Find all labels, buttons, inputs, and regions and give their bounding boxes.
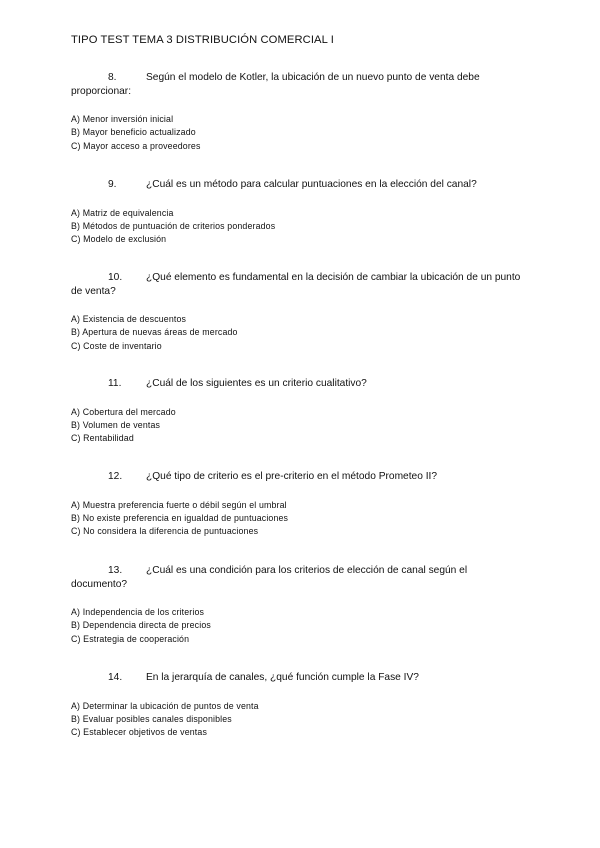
question-13 bbox=[71, 564, 521, 646]
question-text: ¿Cuál es una condición para los criterios de elección de canal según el documento? bbox=[71, 565, 468, 590]
option-a: A) Muestra preferencia fuerte o débil según el umbral bbox=[71, 499, 287, 510]
question-number: 10. bbox=[108, 272, 123, 283]
option-list bbox=[71, 606, 521, 646]
option-c: C) Mayor acceso a proveedores bbox=[71, 140, 201, 151]
question-text: ¿Cuál de los siguientes es un criterio cualitativo? bbox=[146, 378, 367, 389]
question-text: Según el modelo de Kotler, la ubicación de un nuevo punto de venta debe proporcionar: bbox=[71, 72, 480, 97]
question-text: ¿Cuál es un método para calcular puntuaciones en la elección del canal? bbox=[146, 179, 477, 190]
option-b: B) Evaluar posibles canales disponibles bbox=[71, 713, 232, 724]
option-b: B) Métodos de puntuación de criterios ponderados bbox=[71, 220, 276, 231]
question-14 bbox=[71, 671, 521, 739]
option-c: C) Rentabilidad bbox=[71, 433, 134, 444]
question-11 bbox=[71, 377, 521, 445]
option-a: A) Cobertura del mercado bbox=[71, 406, 176, 417]
question-text: ¿Qué elemento es fundamental en la decisión de cambiar la ubicación de un punto de venta? bbox=[71, 272, 521, 297]
option-c: C) Establecer objetivos de ventas bbox=[71, 727, 207, 738]
option-c: C) Coste de inventario bbox=[71, 340, 162, 351]
question-number: 9. bbox=[108, 179, 117, 190]
question-number: 13. bbox=[108, 565, 123, 576]
option-list bbox=[71, 700, 521, 740]
question-number: 14. bbox=[108, 672, 123, 683]
option-b: B) Mayor beneficio actualizado bbox=[71, 127, 196, 138]
question-10 bbox=[71, 271, 521, 353]
option-list bbox=[71, 499, 521, 539]
question-text: En la jerarquía de canales, ¿qué función cumple la Fase IV? bbox=[146, 672, 419, 683]
option-b: B) Dependencia directa de precios bbox=[71, 620, 211, 631]
question-8 bbox=[71, 71, 521, 153]
option-c: C) Estrategia de cooperación bbox=[71, 633, 190, 644]
option-list bbox=[71, 313, 521, 353]
question-12 bbox=[71, 470, 521, 538]
option-list bbox=[71, 113, 521, 153]
option-a: A) Matriz de equivalencia bbox=[71, 207, 174, 218]
option-a: A) Existencia de descuentos bbox=[71, 314, 187, 324]
option-a: A) Independencia de los criterios bbox=[71, 607, 205, 617]
option-c: C) Modelo de exclusión bbox=[71, 234, 167, 245]
question-9 bbox=[71, 178, 521, 246]
page-title: TIPO TEST TEMA 3 DISTRIBUCIÓN COMERCIAL I bbox=[71, 34, 334, 46]
option-c: C) No considera la diferencia de puntuaciones bbox=[71, 526, 259, 537]
option-b: B) No existe preferencia en igualdad de puntuaciones bbox=[71, 512, 289, 523]
option-a: A) Determinar la ubicación de puntos de venta bbox=[71, 700, 259, 711]
question-number: 8. bbox=[108, 72, 117, 83]
option-b: B) Volumen de ventas bbox=[71, 419, 161, 430]
question-number: 11. bbox=[108, 378, 122, 389]
option-list bbox=[71, 207, 521, 247]
question-number: 12. bbox=[108, 471, 123, 482]
question-text: ¿Qué tipo de criterio es el pre-criterio en el método Prometeo II? bbox=[146, 471, 438, 482]
option-a: A) Menor inversión inicial bbox=[71, 114, 174, 124]
option-b: B) Apertura de nuevas áreas de mercado bbox=[71, 327, 238, 338]
option-list bbox=[71, 406, 521, 446]
